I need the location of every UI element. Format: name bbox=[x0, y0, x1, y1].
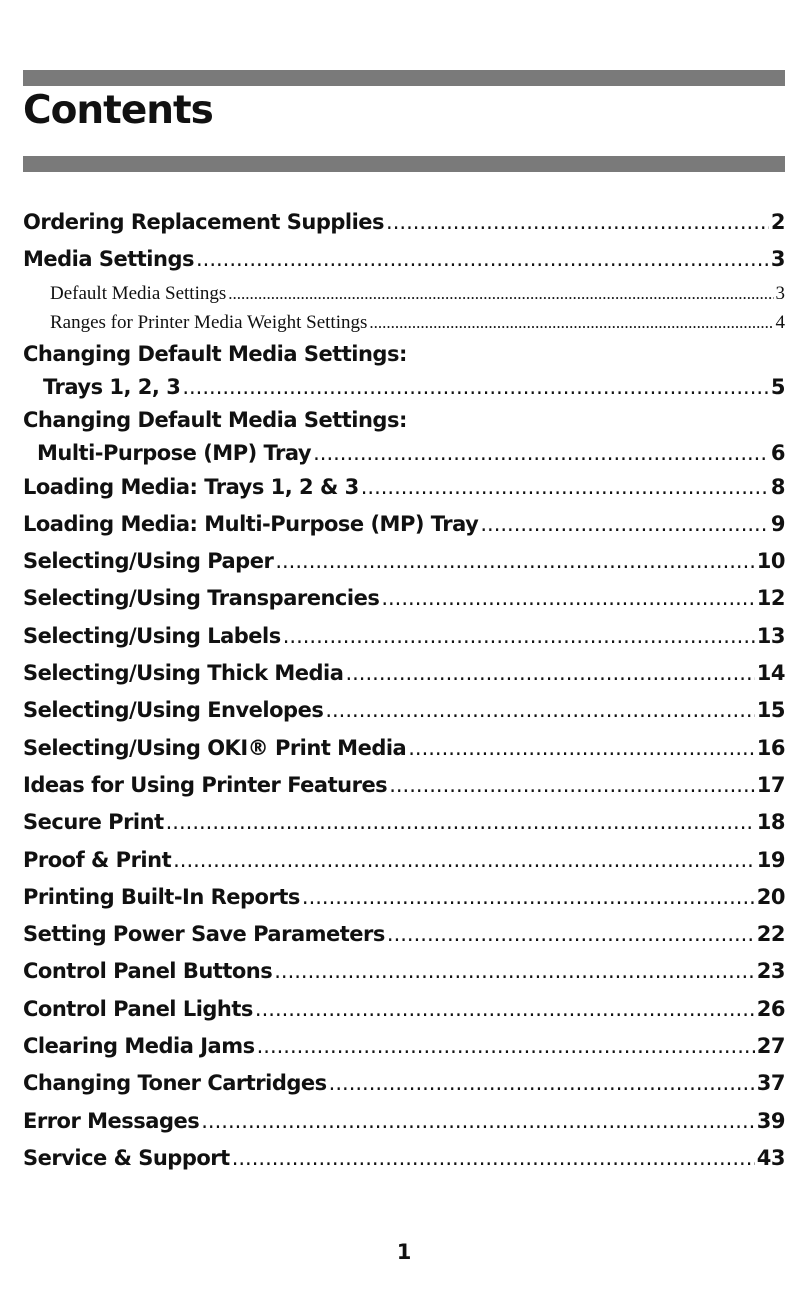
toc-subentry-weight-ranges[interactable] bbox=[23, 308, 785, 337]
toc-entry-oki-print-media[interactable] bbox=[23, 730, 785, 767]
toc-entry-title: Proof & Print bbox=[23, 847, 172, 872]
toc-entry-title: Default Media Settings bbox=[50, 282, 227, 304]
dot-leader bbox=[257, 1028, 755, 1065]
toc-entry-title: Setting Power Save Parameters bbox=[23, 922, 385, 947]
toc-entry-changing-trays[interactable] bbox=[23, 337, 785, 403]
table-of-contents bbox=[23, 206, 785, 1177]
toc-entry-page: 23 bbox=[756, 959, 785, 984]
toc-entry-page: 17 bbox=[756, 772, 785, 797]
toc-entry-media-settings[interactable] bbox=[23, 241, 785, 278]
toc-entry-page: 3 bbox=[770, 247, 785, 272]
header-rule-top bbox=[23, 70, 785, 86]
toc-entry-title: Loading Media: Multi-Purpose (MP) Tray bbox=[23, 511, 479, 536]
toc-entry-page: 10 bbox=[756, 549, 785, 574]
toc-entry-title-line1: Changing Default Media Settings: bbox=[23, 341, 407, 366]
toc-entry-page: 2 bbox=[770, 210, 785, 234]
toc-entry-title: Control Panel Lights bbox=[23, 996, 253, 1021]
dot-leader bbox=[408, 730, 755, 767]
toc-entry-title: Error Messages bbox=[23, 1108, 200, 1133]
toc-entry-title: Changing Toner Cartridges bbox=[23, 1071, 327, 1096]
toc-entry-title: Selecting/Using Transparencies bbox=[23, 586, 380, 611]
toc-entry-service-support[interactable] bbox=[23, 1140, 785, 1177]
dot-leader bbox=[228, 279, 773, 308]
toc-entry-page: 15 bbox=[756, 698, 785, 723]
dot-leader bbox=[381, 580, 754, 617]
dot-leader bbox=[325, 692, 754, 729]
toc-entry-page: 8 bbox=[770, 474, 785, 499]
toc-entry-proof-print[interactable] bbox=[23, 842, 785, 879]
toc-entry-control-panel-buttons[interactable] bbox=[23, 953, 785, 990]
toc-entry-title: Control Panel Buttons bbox=[23, 959, 273, 984]
toc-entry-page: 12 bbox=[756, 586, 785, 611]
dot-leader bbox=[196, 241, 769, 278]
toc-entry-page: 20 bbox=[756, 884, 785, 909]
dot-leader bbox=[182, 371, 769, 403]
toc-entry-page: 14 bbox=[756, 661, 785, 686]
toc-entry-title: Selecting/Using Envelopes bbox=[23, 698, 324, 723]
toc-entry-title: Selecting/Using Paper bbox=[23, 549, 274, 574]
toc-entry-control-panel-lights[interactable] bbox=[23, 991, 785, 1028]
toc-entry-envelopes[interactable] bbox=[23, 692, 785, 729]
page-number: 1 bbox=[396, 1240, 412, 1264]
toc-entry-loading-trays[interactable] bbox=[23, 469, 785, 506]
toc-entry-page: 26 bbox=[756, 996, 785, 1021]
toc-entry-title: Selecting/Using OKI® Print Media bbox=[23, 735, 407, 760]
dot-leader bbox=[201, 1103, 755, 1140]
dot-leader bbox=[480, 506, 769, 543]
toc-entry-page: 19 bbox=[756, 847, 785, 872]
toc-entry-error-messages[interactable] bbox=[23, 1103, 785, 1140]
toc-entry-title: Service & Support bbox=[23, 1145, 230, 1170]
dot-leader bbox=[274, 953, 755, 990]
toc-entry-page: 6 bbox=[770, 440, 785, 465]
toc-entry-paper[interactable] bbox=[23, 543, 785, 580]
toc-subentry-default-media-settings[interactable] bbox=[23, 279, 785, 308]
toc-entry-built-in-reports[interactable] bbox=[23, 879, 785, 916]
toc-entry-title: Ranges for Printer Media Weight Settings bbox=[50, 311, 368, 333]
toc-entry-title: Secure Print bbox=[23, 810, 164, 835]
dot-leader bbox=[173, 842, 755, 879]
dot-leader bbox=[275, 543, 754, 580]
header-rule-bottom bbox=[23, 156, 785, 172]
toc-entry-transparencies[interactable] bbox=[23, 580, 785, 617]
toc-entry-thick-media[interactable] bbox=[23, 655, 785, 692]
dot-leader bbox=[329, 1065, 755, 1102]
toc-entry-page: 4 bbox=[775, 311, 785, 333]
toc-entry-ordering-supplies[interactable] bbox=[23, 204, 785, 241]
toc-entry-toner-cartridges[interactable] bbox=[23, 1065, 785, 1102]
toc-entry-title: Selecting/Using Thick Media bbox=[23, 661, 344, 686]
dot-leader bbox=[389, 767, 755, 804]
toc-entry-power-save[interactable] bbox=[23, 916, 785, 953]
toc-entry-title: Ordering Replacement Supplies bbox=[23, 210, 385, 234]
toc-entry-page: 43 bbox=[756, 1145, 785, 1170]
toc-entry-page: 9 bbox=[770, 511, 785, 536]
toc-entry-secure-print[interactable] bbox=[23, 804, 785, 841]
toc-entry-title: Clearing Media Jams bbox=[23, 1034, 255, 1059]
dot-leader bbox=[302, 879, 755, 916]
toc-entry-loading-mp-tray[interactable] bbox=[23, 506, 785, 543]
dot-leader bbox=[283, 618, 755, 655]
toc-entry-title: Media Settings bbox=[23, 247, 194, 272]
dot-leader bbox=[345, 655, 754, 692]
toc-entry-page: 27 bbox=[756, 1034, 785, 1059]
toc-entry-page: 13 bbox=[756, 623, 785, 648]
toc-entry-printer-features[interactable] bbox=[23, 767, 785, 804]
toc-entry-page: 18 bbox=[756, 810, 785, 835]
toc-entry-page: 5 bbox=[770, 374, 785, 399]
toc-entry-title: Ideas for Using Printer Features bbox=[23, 772, 388, 797]
page-title: Contents bbox=[23, 88, 213, 133]
toc-entry-page: 37 bbox=[756, 1071, 785, 1096]
toc-entry-title-line2: Trays 1, 2, 3 bbox=[43, 374, 181, 399]
dot-leader bbox=[166, 804, 755, 841]
dot-leader bbox=[386, 204, 769, 241]
toc-entry-changing-mp-tray[interactable] bbox=[23, 403, 785, 469]
toc-entry-media-jams[interactable] bbox=[23, 1028, 785, 1065]
toc-entry-title: Printing Built-In Reports bbox=[23, 884, 300, 909]
dot-leader bbox=[387, 916, 755, 953]
dot-leader bbox=[369, 308, 773, 337]
toc-entry-title-line2: Multi-Purpose (MP) Tray bbox=[37, 440, 312, 465]
toc-entry-title: Selecting/Using Labels bbox=[23, 623, 281, 648]
toc-entry-title-line1: Changing Default Media Settings: bbox=[23, 407, 407, 432]
toc-entry-title: Loading Media: Trays 1, 2 & 3 bbox=[23, 474, 359, 499]
toc-entry-page: 16 bbox=[756, 735, 785, 760]
toc-entry-labels[interactable] bbox=[23, 618, 785, 655]
toc-entry-page: 39 bbox=[756, 1108, 785, 1133]
dot-leader bbox=[361, 469, 769, 506]
dot-leader bbox=[232, 1140, 755, 1177]
toc-entry-page: 3 bbox=[775, 282, 785, 304]
dot-leader bbox=[313, 437, 769, 469]
toc-entry-page: 22 bbox=[756, 922, 785, 947]
dot-leader bbox=[255, 991, 755, 1028]
